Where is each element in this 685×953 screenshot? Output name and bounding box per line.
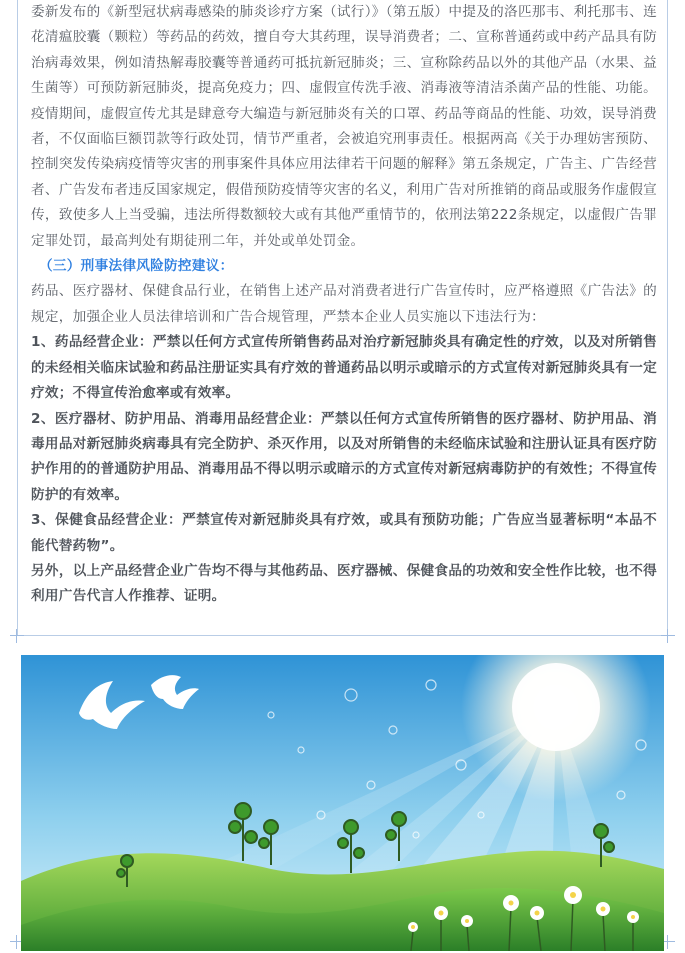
guideline-item: 另外，以上产品经营企业广告均不得与其他药品、医疗器械、保健食品的功效和安全性作比较，也不得利用广告代言人作推荐、证明。 <box>31 562 657 605</box>
article-body <box>31 0 657 610</box>
article-paragraph: 药品、医疗器材、保健食品行业，在销售上述产品对消费者进行广告宣传时，应严格遵照《广告法》的规定，加强企业人员法律培训和广告合规管理，严禁本企业人员实施以下违法行为： <box>31 283 657 325</box>
frame-corner-mark <box>661 629 675 643</box>
frame-corner-mark <box>10 629 24 643</box>
article-paragraph: 委新发布的《新型冠状病毒感染的肺炎诊疗方案（试行）》（第五版）中提及的洛匹那韦、利托那韦、连花清瘟胶囊（颗粒）等药品的药效，擅自夸大其药理，误导消费者；二、宣称普通药或中药产品具有防治病毒效果，例如清热解毒胶囊等普通药可抵抗新冠肺炎；三、宣称除药品以外的其他产品（水果、益生菌等）可预防新冠肺炎，提高免疫力；四、虚假宣传洗手液、消毒液等清洁杀菌产品的性能、功能。疫情期间，虚假宣传尤其是肆意夸大编造与新冠肺炎有关的口罩、药品等商品的性能、功效，误导消费者，不仅面临巨额罚款等行政处罚，情节严重者，会被追究刑事责任。根据两高《关于办理妨害预防、控制突发传染病疫情等灾害的刑事案件具体应用法律若干问题的解释》第五条规定，广告主、广告经营者、广告发布者违反国家规定，假借预防疫情等灾害的名义，利用广告对所推销的商品或服务作虚假宣传，致使多人上当受骗，违法所得数额较大或有其他严重情节的，依刑法第222条规定，以虚假广告罪定罪处罚，最高判处有期徒刑二年，并处或单处罚金。 <box>31 4 657 249</box>
spring-illustration <box>21 655 664 951</box>
illustration-svg <box>21 655 664 951</box>
guideline-item: 2、医疗器材、防护用品、消毒用品经营企业：严禁以任何方式宣传所销售的医疗器材、防护用品、消毒用品对新冠肺炎病毒具有完全防护、杀灭作用，以及对所销售的未经临床试验和注册认证具有医疗防护作用的的普通防护用品、消毒用品不得以明示或暗示的方式宣传对新冠病毒防护的有效性；不得宣传防护的有效率。 <box>31 410 657 503</box>
guideline-item: 1、药品经营企业：严禁以任何方式宣传所销售药品对治疗新冠肺炎具有确定性的疗效，以及对所销售的未经相关临床试验和药品注册证实具有疗效的普通药品以明示或暗示的方式宣传对新冠肺炎具有一定疗效；不得宣传治愈率或有效率。 <box>31 334 657 402</box>
guideline-item: 3、保健食品经营企业：严禁宣传对新冠肺炎具有疗效，或具有预防功能；广告应当显著标明“本品不能代替药物”。 <box>31 512 657 554</box>
section-heading: （三）刑事法律风险防控建议： <box>39 258 234 275</box>
